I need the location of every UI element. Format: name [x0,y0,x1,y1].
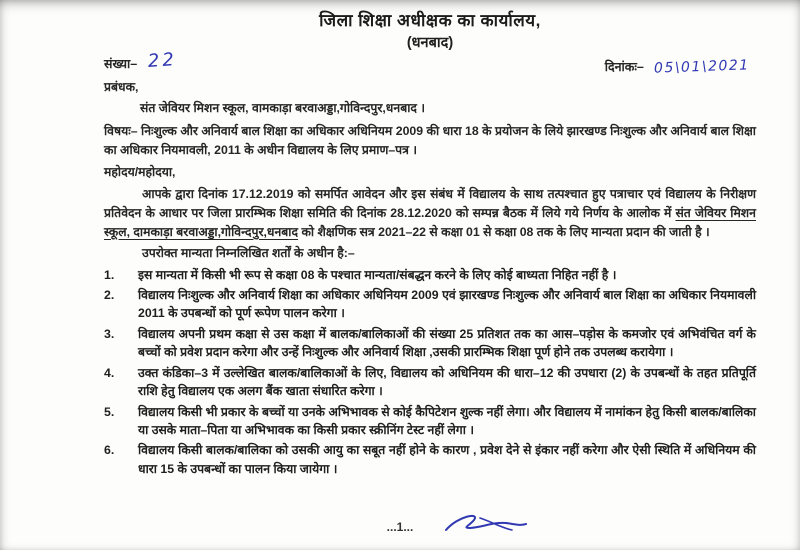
body-paragraph [104,185,756,242]
letter-date [605,58,750,76]
condition-item [104,325,756,362]
date-label: दिनांकः– [604,60,644,74]
condition-text: विद्यालय निःशुल्क और अनिवार्य शिक्षा का अधिकार अधिनियम 2009 एवं झारखण्ड निःशुल्क और अनिवार्य बाल शिक्षा का अधिकार नियमावली 2011 के उपबन्धों को पूर्ण रूपेण पालन करेगा । [138,287,756,321]
page-number-marker: ...1... [386,520,414,534]
condition-text: विद्यालय अपनी प्रथम कक्षा से उस कक्षा में बालक/बालिकाओं की संख्या 25 प्रतिशत तक का आस–पड़ोस के कमजोर एवं अभिवंचित वर्ग के बच्चों को प्रवेश प्रदान करेगा और उन्हें निःशुल्क और अनिवार्य शिक्षा ,उसकी प्रारम्भिक शिक्षा पूर्ण होने तक उपलब्ध करायेगा । [138,326,756,360]
date-value-handwritten: 05\01\2021 [654,57,751,77]
condition-item [104,403,756,440]
condition-item [104,441,756,478]
subject-line: विषयः– निःशुल्क और अनिवार्य बाल शिक्षा का अधिकार अधिनियम 2009 की धारा 18 के प्रयोजन के लिये झारखण्ड निःशुल्क और अनिवार्य बाल शिक्षा का अधिकार नियमावली, 2011 के अधीन विद्यालय के लिए प्रमाण–पत्र । [104,123,756,157]
addressee: प्रबंधक, [104,80,139,94]
condition-text: विद्यालय किसी भी प्रकार के बच्चों या उनके अभिभावक से कोई कैपिटेशन शुल्क नहीं लेगा। और विद्यालय में नामांकन हेतु किसी बालक/बालिका या उसके माता–पिता या अभिभावक का किसी प्रकार स्क्रीनिंग टेस्ट नहीं लेगा । [138,404,756,438]
signature-scribble-icon [440,510,530,542]
reference-label: संख्या– [104,57,138,71]
school-name-underlined: संत जेवियर मिशन स्कूल, दामकाड़ा बरवाअड्डा,गोविन्दपुर,धनबाद [104,205,756,239]
condition-text: विद्यालय किसी बालक/बालिका को उसकी आयु का सबूत नहीं होने के कारण , प्रवेश देने से इंकार नहीं करेगा और ऐसी स्थिति में अधिनियम की धारा 15 के उपबन्धों का पालन किया जायेगा । [138,443,756,476]
body-text-pre: आपके द्वारा दिनांक 17.12.2019 को समर्पित आवेदन और इस संबंध में विद्यालय के साथ तत्पश्चात हुए पत्राचार एवं विद्यालय के निरीक्षण प्रतिवेदन के आधार पर जिला प्रारम्भिक शिक्षा समिति की दिनांक 28.12.2020 को सम्पन्न बैठक में लिये गये निर्णय के आलोक में [104,186,756,220]
letterhead [104,8,756,52]
condition-text: उक्त कंडिका–3 में उल्लेखित बालक/बालिकाओं के लिए, विद्यालय को अधिनियम की धारा–12 की उपधारा (2) के उपबन्धों के तहत प्रतिपूर्ति राशि हेतु विद्यालय एक अलग बैंक खाता संधारित करेगा । [138,365,756,399]
reference-number [104,49,178,73]
condition-number: 4. [104,365,115,380]
reference-row [104,49,756,78]
body-text-post: को शैक्षणिक सत्र 2021–22 से कक्षा 01 से कक्षा 08 तक के लिए मान्यता प्रदान की जाती है । [298,224,710,239]
condition-item [104,286,756,323]
condition-item [104,266,756,284]
condition-item [104,364,756,401]
office-subtitle: (धनबाद) [406,35,454,51]
reference-number-handwritten: 22 [146,49,178,72]
office-title: जिला शिक्षा अधीक्षक का कार्यालय, [319,11,541,30]
condition-number: 2. [104,287,115,302]
condition-number: 6. [104,443,115,458]
condition-number: 1. [104,267,115,282]
condition-number: 3. [104,326,115,341]
condition-number: 5. [104,404,115,419]
conditions-intro: उपरोक्त मान्यता निम्नलिखित शर्तों के अधीन है:– [142,245,355,260]
addressee-address: संत जेवियर मिशन स्कूल, वामकाड़ा बरवाअड्डा,गोविन्दपुर,धनबाद । [140,100,426,115]
salutation: महोदय/महोदया, [104,164,176,179]
condition-text: इस मान्यता में किसी भी रूप से कक्षा 08 के पश्चात मान्यता/संबद्धन करने के लिए कोई बाध्यता निहित नहीं है । [138,267,617,282]
conditions-list [104,266,756,479]
